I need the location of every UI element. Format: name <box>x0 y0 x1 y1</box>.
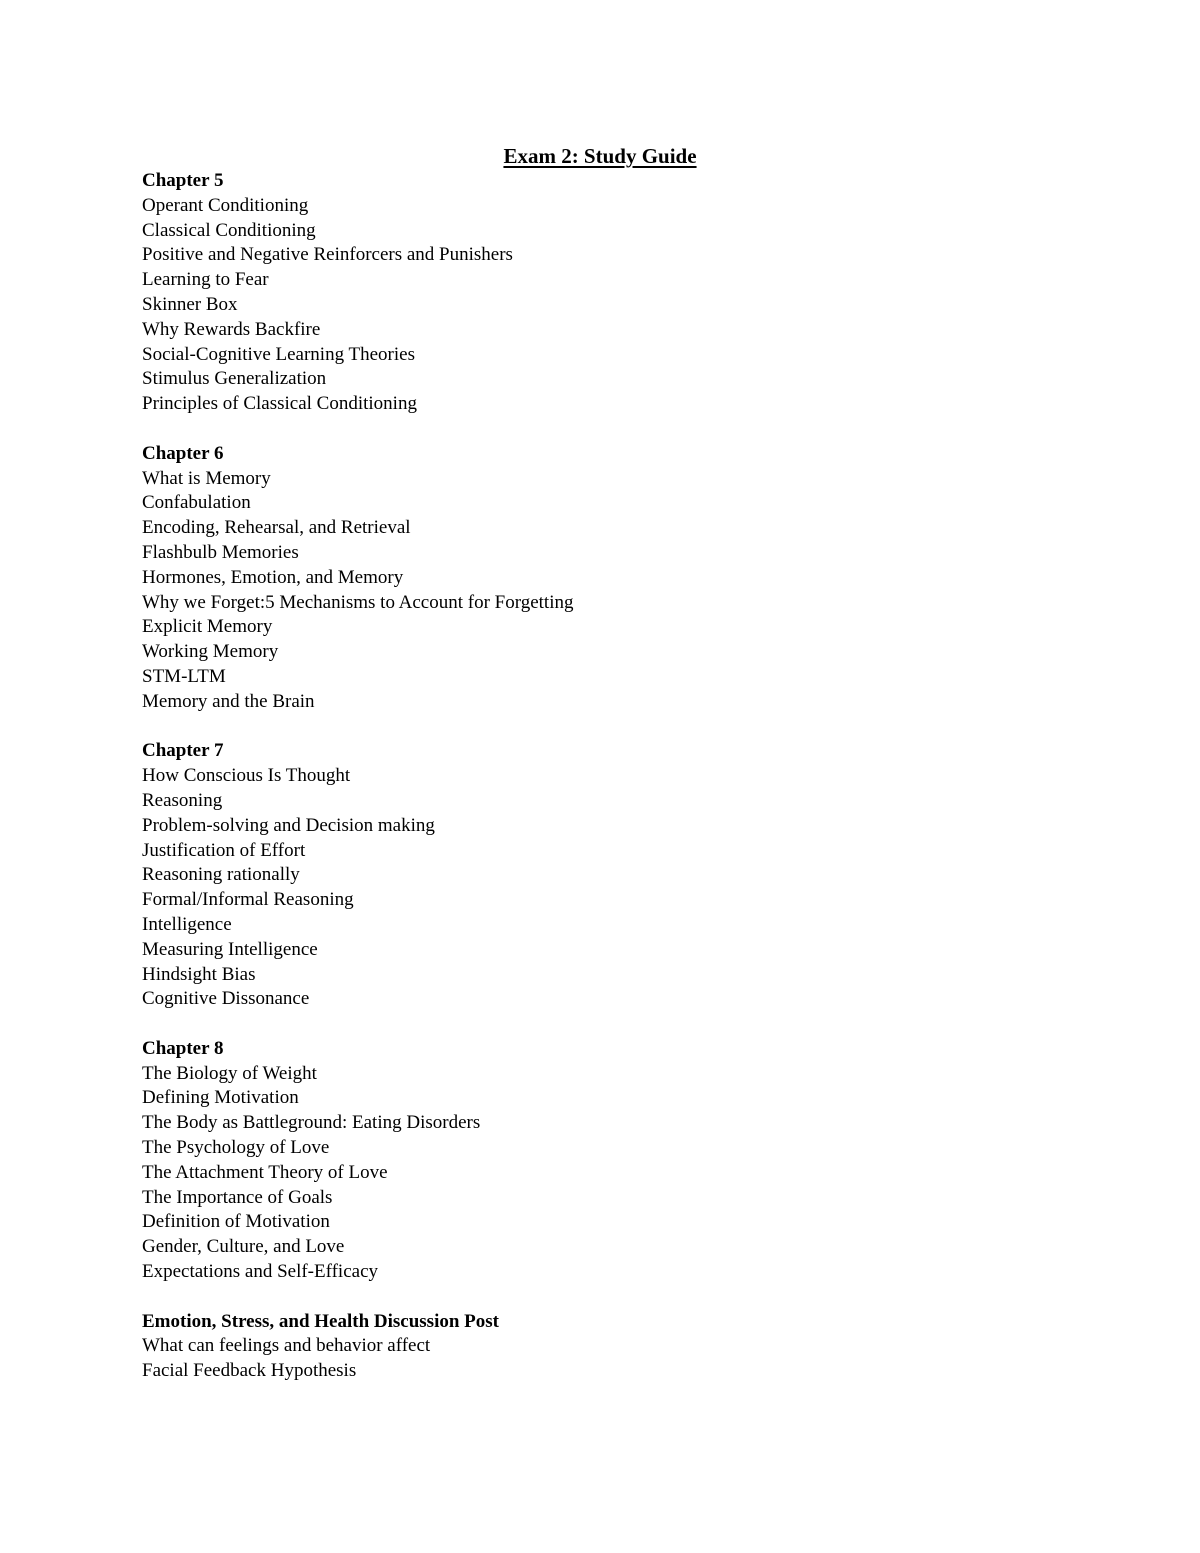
section-4 <box>142 1037 1042 1285</box>
topic-item: Working Memory <box>142 641 279 663</box>
topic-item: Skinner Box <box>142 293 238 315</box>
section-heading: Chapter 5 <box>142 170 224 191</box>
topic-item: Principles of Classical Conditioning <box>142 393 417 415</box>
topic-item: The Importance of Goals <box>142 1186 333 1208</box>
topic-item: Reasoning <box>142 789 223 811</box>
topic-item: Flashbulb Memories <box>142 541 299 563</box>
topic-item: Cognitive Dissonance <box>142 988 310 1010</box>
topic-item: Social-Cognitive Learning Theories <box>142 343 415 365</box>
topic-item: Classical Conditioning <box>142 219 316 241</box>
section-heading: Chapter 6 <box>142 442 224 464</box>
topic-item: Gender, Culture, and Love <box>142 1236 345 1258</box>
topic-item: Encoding, Rehearsal, and Retrieval <box>142 517 411 539</box>
topic-item: Intelligence <box>142 913 232 935</box>
study-guide-content <box>142 169 1042 1409</box>
topic-item: Justification of Effort <box>142 839 306 861</box>
topic-item: Formal/Informal Reasoning <box>142 889 354 911</box>
topic-item: Operant Conditioning <box>142 194 309 216</box>
topic-item: Problem-solving and Decision making <box>142 814 435 836</box>
topic-item: The Attachment Theory of Love <box>142 1161 388 1183</box>
section-heading: Emotion, Stress, and Health Discussion Post <box>142 1310 500 1332</box>
topic-item: STM-LTM <box>142 665 226 687</box>
topic-item: Definition of Motivation <box>142 1211 330 1233</box>
document-title-text: Exam 2: Study Guide <box>503 144 697 168</box>
topic-item: Memory and the Brain <box>142 690 315 712</box>
topic-item: Facial Feedback Hypothesis <box>142 1360 357 1382</box>
topic-item: What can feelings and behavior affect <box>142 1335 431 1357</box>
topic-item: Reasoning rationally <box>142 864 300 886</box>
topic-item: Positive and Negative Reinforcers and Punishers <box>142 244 513 266</box>
topic-item: Why we Forget:5 Mechanisms to Account for Forgetting <box>142 591 574 613</box>
topic-item: Confabulation <box>142 492 251 514</box>
topic-item: Learning to Fear <box>142 269 269 291</box>
topic-item: Explicit Memory <box>142 616 273 638</box>
section-3 <box>142 739 1042 1012</box>
topic-item: The Biology of Weight <box>142 1062 317 1084</box>
section-heading: Chapter 7 <box>142 740 224 762</box>
section-2 <box>142 442 1042 715</box>
document-title <box>0 143 1200 169</box>
topic-item: Defining Motivation <box>142 1087 299 1109</box>
topic-item: How Conscious Is Thought <box>142 765 351 787</box>
topic-item: Hindsight Bias <box>142 963 256 985</box>
section-5 <box>142 1310 1042 1384</box>
section-heading: Chapter 8 <box>142 1037 224 1059</box>
topic-item: The Psychology of Love <box>142 1137 330 1159</box>
topic-item: Measuring Intelligence <box>142 938 318 960</box>
topic-item: Hormones, Emotion, and Memory <box>142 566 404 588</box>
section-1 <box>142 169 1042 417</box>
topic-item: The Body as Battleground: Eating Disorders <box>142 1112 481 1134</box>
topic-item: Expectations and Self-Efficacy <box>142 1261 378 1283</box>
topic-item: What is Memory <box>142 467 271 489</box>
topic-item: Stimulus Generalization <box>142 368 327 390</box>
topic-item: Why Rewards Backfire <box>142 318 321 340</box>
